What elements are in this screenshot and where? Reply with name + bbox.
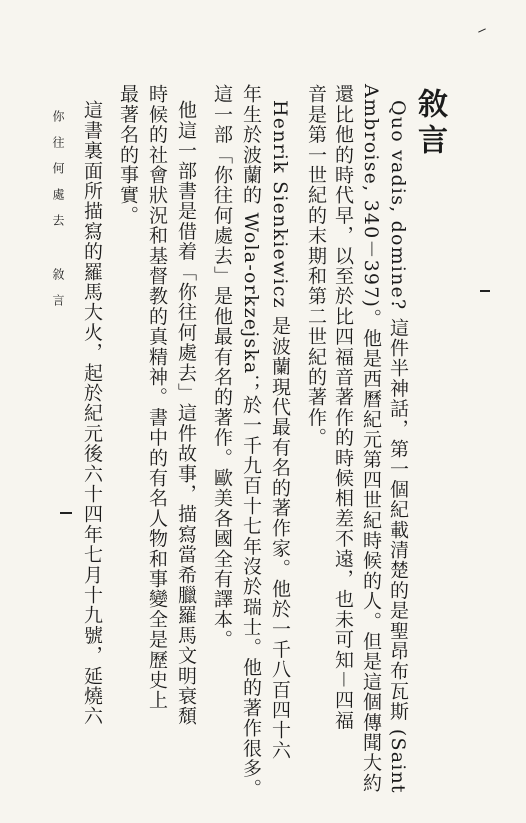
text-column-10: 最著名的事實。	[117, 84, 139, 226]
page-title: 敘言	[412, 88, 447, 160]
running-header-book-title: 你往何處去	[51, 110, 65, 240]
text-column-1: Quo vadis, domine? 這件半神話，第一個紀載清楚的是聖昂布瓦斯 (Saint	[387, 100, 409, 794]
text-column-4: 音是第一世紀的末期和第二世紀的著作。	[305, 84, 327, 448]
text-column-9: 時候的社會狀況和基督教的真精神。書中的有名人物和事變全是歷史上	[146, 84, 168, 711]
text-column-6: 年生於波蘭的 Wola-orkzejska；於一千九百十七年沒於瑞士。他的著作很多。	[240, 84, 262, 799]
text-column-2: Ambroise, 340－397)。他是西曆紀元第四世紀時候的人。但是這個傳聞大約	[360, 84, 382, 793]
text-column-8: 他這一部書是借着「你往何處去」這件故事，描寫當希臘羅馬文明衰頹	[175, 100, 197, 727]
running-header-section: 敘言	[51, 268, 65, 320]
corner-mark	[478, 28, 486, 32]
text-column-11: 這書裏面所描寫的羅馬大火，起於紀元後六十四年七月十九號，延燒六	[81, 100, 103, 727]
text-column-5: Henrik Sienkiewicz 是波蘭現代最有名的著作家。他於一千八百四十六	[269, 100, 291, 761]
text-column-3: 還比他的時代早，以至於比四福音著作的時候相差不遠，也未可知－四福	[332, 84, 354, 731]
text-column-7: 這一部「你往何處去」是他最有名的著作。歐美各國全有譯本。	[211, 84, 233, 650]
margin-mark-left	[60, 512, 72, 514]
margin-mark-right	[480, 290, 490, 292]
